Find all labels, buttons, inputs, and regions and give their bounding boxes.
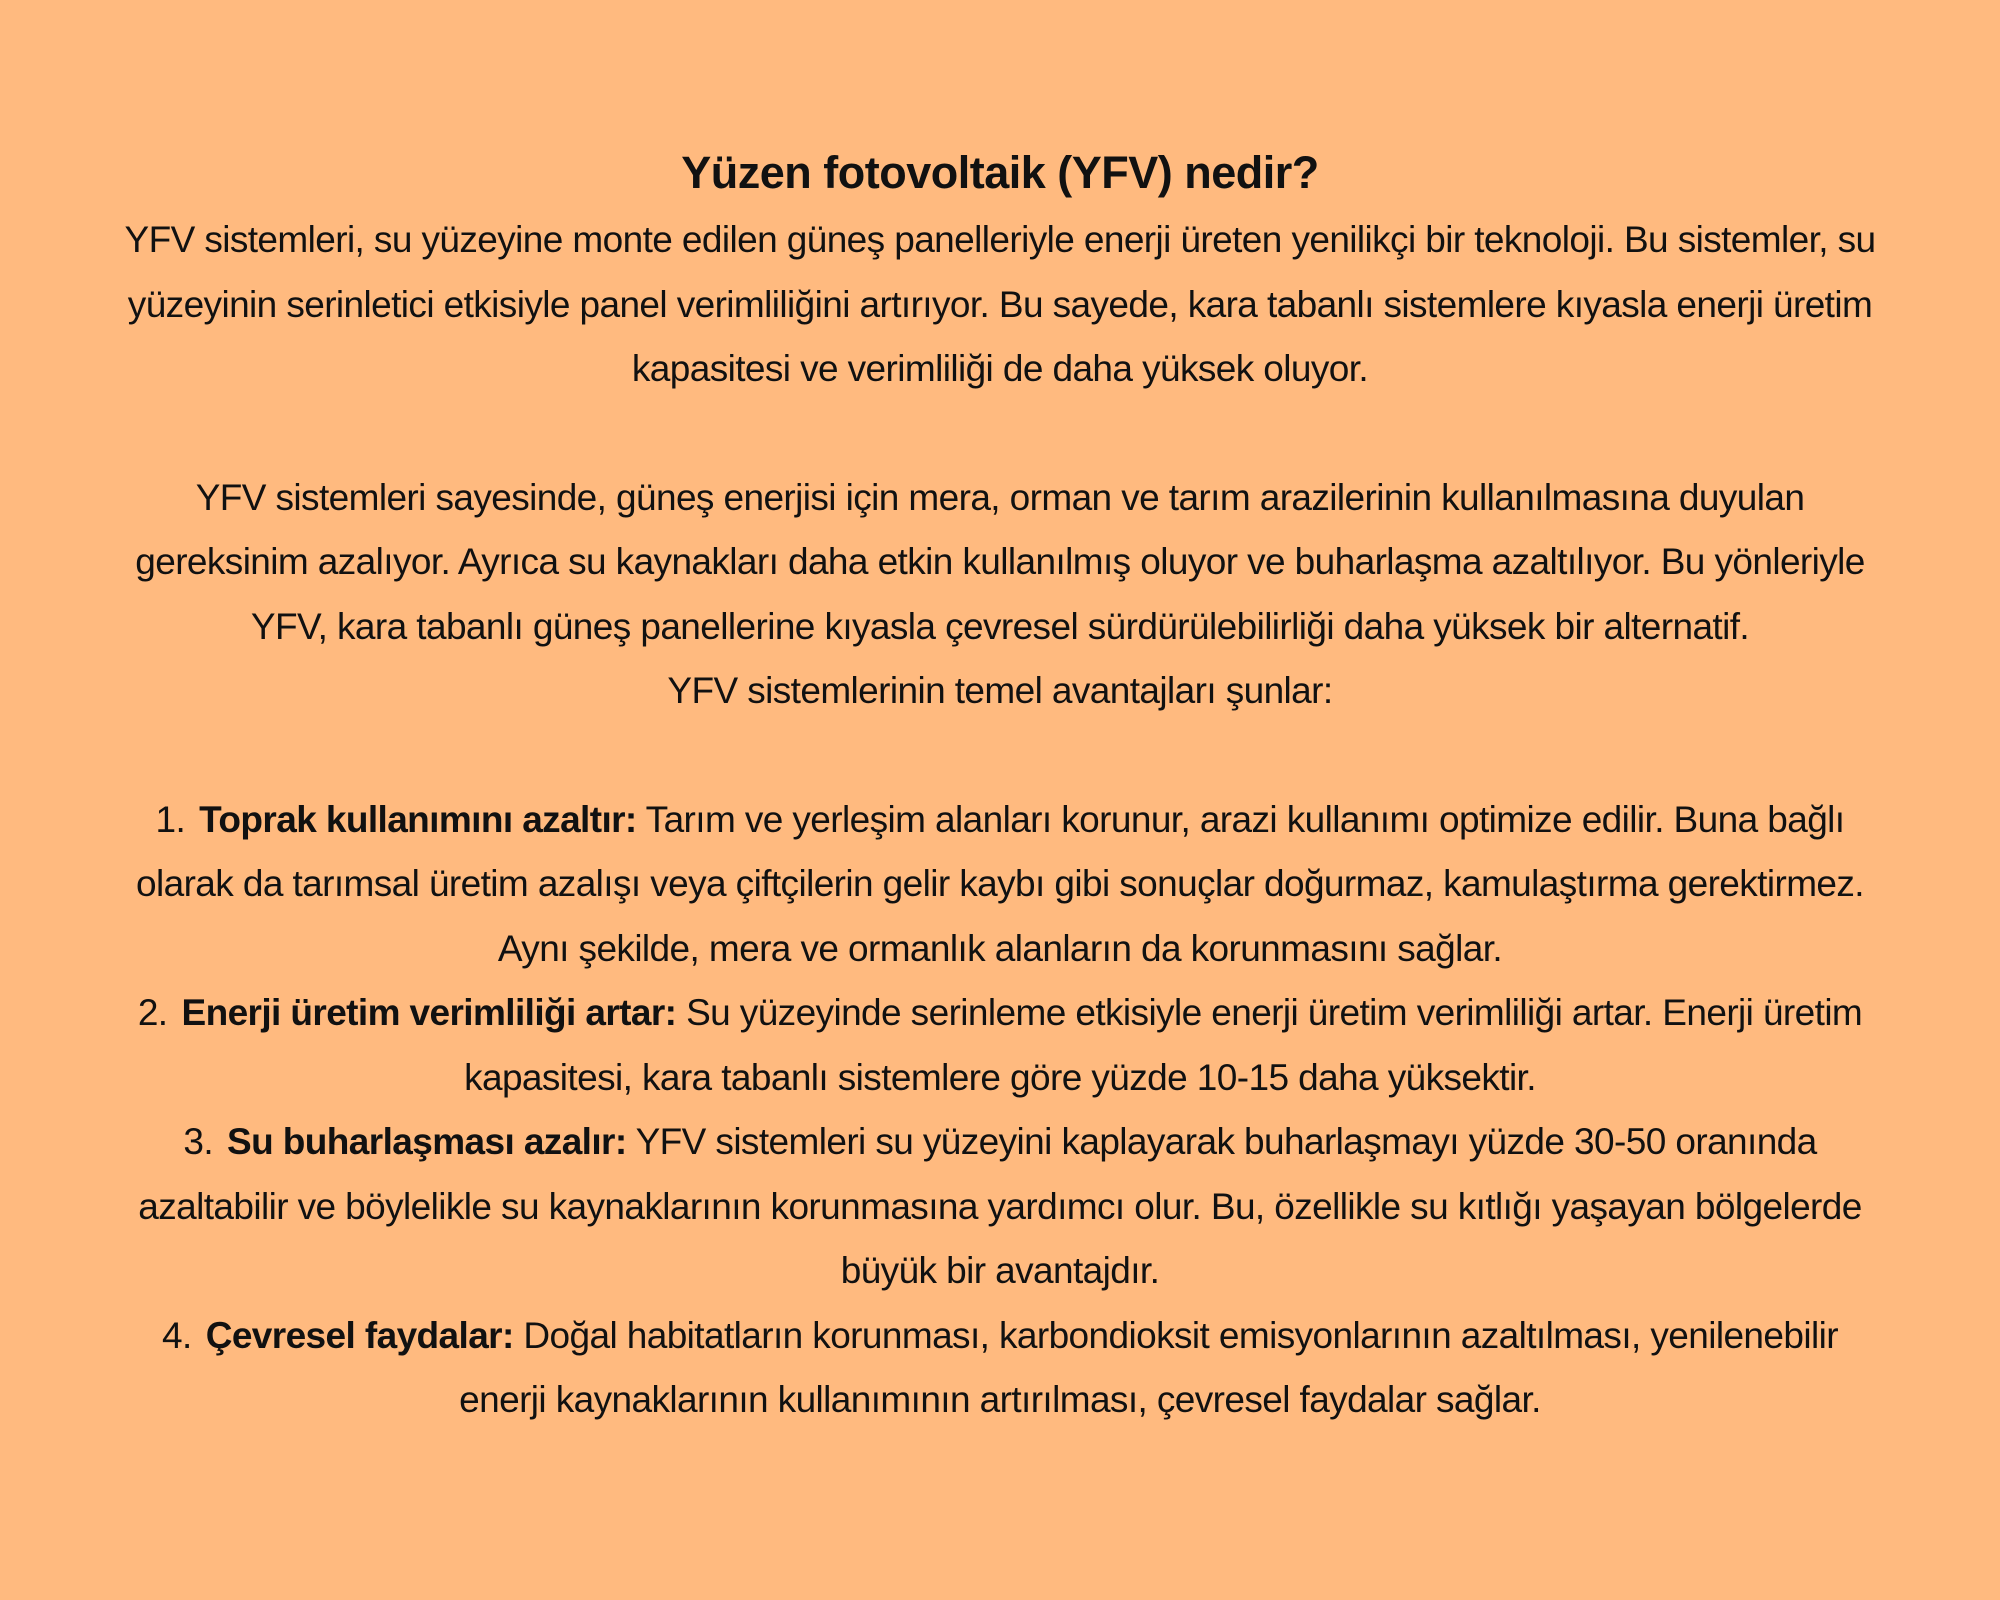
advantage-text: YFV sistemleri su yüzeyini kaplayarak buharlaşmayı yüzde 30-50 oranında azaltabilir ve böylelikle su kaynaklarının korunmasına yardımcı olur. Bu, özellikle su kıtlığı yaşayan bölgelerde büyük bir avantajdır. xyxy=(138,1121,1862,1291)
advantage-item-3 xyxy=(120,1110,1880,1304)
advantage-item-1 xyxy=(120,788,1880,982)
list-spacer xyxy=(120,724,1880,788)
second-paragraph: YFV sistemleri sayesinde, güneş enerjisi için mera, orman ve tarım arazilerinin kullanılmasına duyulan gereksinim azalıyor. Ayrıca su kaynakları daha etkin kullanılmış oluyor ve buharlaşma azaltılıyor. Bu yönleriyle YFV, kara tabanlı güneş panellerine kıyasla çevresel sürdürülebilirliği daha yüksek bir alternatif. xyxy=(135,476,1865,647)
content-block xyxy=(120,138,1880,1433)
intro-paragraph: YFV sistemleri, su yüzeyine monte edilen güneş panelleriyle enerji üreten yenilikçi bir teknoloji. Bu sistemler, su yüzeyinin serinletici etkisiyle panel verimliliğini artırıyor. Bu sayede, kara tabanlı sistemlere kıyasla enerji üretim kapasitesi ve verimliliği de daha yüksek oluyor. xyxy=(124,219,1876,389)
advantage-item-2 xyxy=(120,981,1880,1110)
advantages-intro: YFV sistemlerinin temel avantajları şunlar: xyxy=(667,670,1333,711)
advantage-text: Doğal habitatların korunması, karbondioksit emisyonlarının azaltılması, yenilenebilir enerji kaynaklarının kullanımının artırılması, çevresel faydalar sağlar. xyxy=(459,1314,1838,1420)
paragraph-spacer xyxy=(120,402,1880,466)
advantage-heading: Çevresel faydalar: xyxy=(205,1314,514,1356)
advantage-text: Tarım ve yerleşim alanları korunur, arazi kullanımı optimize edilir. Buna bağlı olarak da tarımsal üretim azalışı veya çiftçilerin gelir kaybı gibi sonuçlar doğurmaz, kamulaştırma gerektirmez. Aynı şekilde, mera ve ormanlık alanların da korunmasını sağlar. xyxy=(136,798,1864,969)
advantages-list xyxy=(120,788,1880,1433)
page-title: Yüzen fotovoltaik (YFV) nedir? xyxy=(681,147,1319,198)
advantage-item-4 xyxy=(120,1304,1880,1433)
advantage-number: 4. xyxy=(162,1314,192,1356)
advantage-number: 2. xyxy=(137,992,168,1033)
advantage-heading: Toprak kullanımını azaltır: xyxy=(199,798,637,840)
advantage-heading: Enerji üretim verimliliği artar: xyxy=(181,992,677,1033)
advantage-number: 3. xyxy=(183,1121,214,1162)
advantage-text: Su yüzeyinde serinleme etkisiyle enerji üretim verimliliği artar. Enerji üretim kapasitesi, kara tabanlı sistemlere göre yüzde 10-15 daha yüksektir. xyxy=(464,992,1863,1098)
advantage-number: 1. xyxy=(155,798,186,840)
advantage-heading: Su buharlaşması azalır: xyxy=(227,1121,627,1162)
